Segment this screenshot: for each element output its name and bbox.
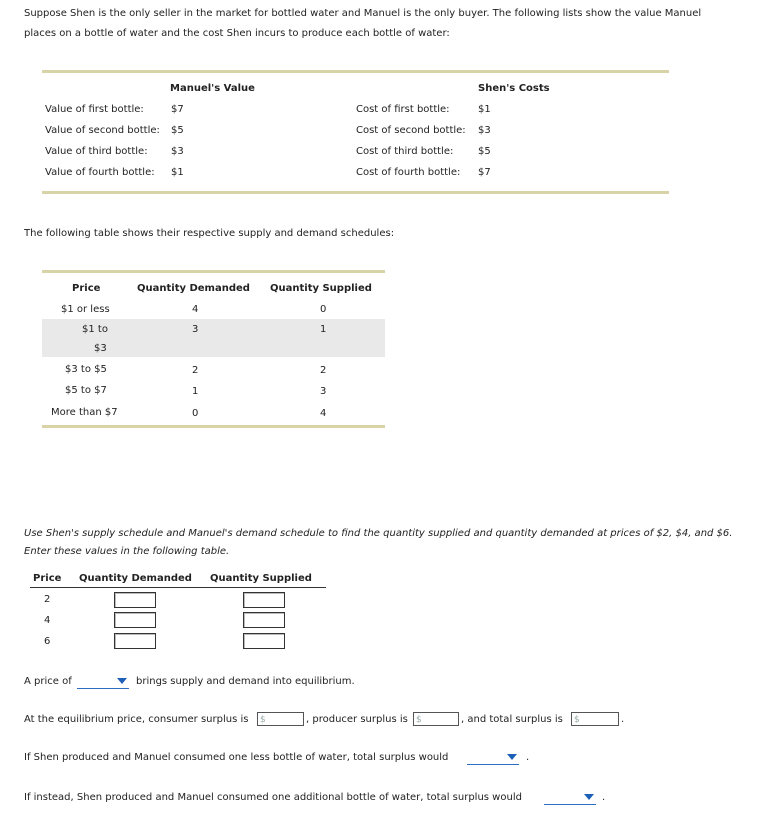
less-bottle-text: If Shen produced and Manuel consumed one less bottle of water, total surplus would	[24, 752, 449, 763]
entry-header-quantity-demanded: Quantity Demanded	[79, 573, 192, 584]
schedule-qs-cell: 2	[320, 365, 327, 376]
manuel-value-label: Value of second bottle:	[45, 125, 160, 136]
more-bottle-text: If instead, Shen produced and Manuel consumed one additional bottle of water, total surplus would	[24, 792, 522, 803]
dropdown-arrow-icon	[584, 794, 594, 800]
schedule-intro: The following table shows their respective supply and demand schedules:	[24, 228, 395, 239]
producer-surplus-input[interactable]: $	[413, 712, 459, 726]
manuel-value-amount: $1	[171, 167, 184, 178]
schedule-table-bottom-border	[42, 425, 385, 428]
qs-input-price-2[interactable]	[243, 592, 285, 608]
schedule-price-cell: $1 or less	[61, 304, 110, 315]
more-bottle-end: .	[602, 792, 606, 803]
schedule-price-cell: $1 to	[82, 324, 108, 335]
schedule-header-price: Price	[72, 283, 101, 294]
schedule-qd-cell: 3	[192, 324, 199, 335]
schedule-price-cell: $5 to $7	[65, 385, 107, 396]
shen-cost-label: Cost of third bottle:	[356, 146, 454, 157]
total-surplus-input[interactable]: $	[571, 712, 619, 726]
surplus-end: .	[621, 714, 625, 725]
values-table-top-border	[42, 70, 669, 73]
less-bottle-dropdown[interactable]	[467, 750, 519, 765]
shen-cost-amount: $5	[478, 146, 491, 157]
schedule-table-top-border	[42, 270, 385, 273]
qd-input-price-2[interactable]	[114, 592, 156, 608]
intro-line-1: Suppose Shen is the only seller in the market for bottled water and Manuel is the only buyer. The following lists show the value Manuel	[24, 8, 702, 19]
surplus-mid-2: , and total surplus is	[461, 714, 563, 725]
schedule-qd-cell: 4	[192, 304, 199, 315]
shen-cost-label: Cost of second bottle:	[356, 125, 466, 136]
manuel-value-amount: $5	[171, 125, 184, 136]
qd-input-price-6[interactable]	[114, 633, 156, 649]
equilibrium-prefix: A price of	[24, 676, 72, 687]
instruction-line-1: Use Shen's supply schedule and Manuel's demand schedule to find the quantity supplied and quantity demanded at prices of $2, $4, and $6.	[24, 528, 733, 539]
schedule-qd-cell: 2	[192, 365, 199, 376]
manuel-value-label: Value of third bottle:	[45, 146, 148, 157]
less-bottle-end: .	[526, 752, 530, 763]
values-table-bottom-border	[42, 191, 669, 194]
entry-price-cell: 6	[44, 636, 51, 647]
dropdown-arrow-icon	[117, 678, 127, 684]
shen-cost-amount: $3	[478, 125, 491, 136]
intro-line-2: places on a bottle of water and the cost Shen incurs to produce each bottle of water:	[24, 28, 450, 39]
manuel-value-amount: $7	[171, 104, 184, 115]
schedule-price-cell: $3 to $5	[65, 364, 107, 375]
qs-input-price-6[interactable]	[243, 633, 285, 649]
schedule-qd-cell: 0	[192, 408, 199, 419]
consumer-surplus-input[interactable]: $	[257, 712, 304, 726]
dropdown-arrow-icon	[507, 754, 517, 760]
qs-input-price-4[interactable]	[243, 612, 285, 628]
schedule-qs-cell: 3	[320, 386, 327, 397]
manuel-value-label: Value of first bottle:	[45, 104, 144, 115]
manuel-value-amount: $3	[171, 146, 184, 157]
entry-price-cell: 4	[44, 615, 51, 626]
shen-cost-label: Cost of fourth bottle:	[356, 167, 461, 178]
schedule-header-quantity-demanded: Quantity Demanded	[137, 283, 250, 294]
schedule-price-cell: More than $7	[51, 407, 118, 418]
shen-cost-amount: $1	[478, 104, 491, 115]
entry-header-price: Price	[33, 573, 62, 584]
instruction-line-2: Enter these values in the following table.	[24, 546, 230, 557]
entry-price-cell: 2	[44, 594, 51, 605]
surplus-prefix: At the equilibrium price, consumer surplus is	[24, 714, 249, 725]
schedule-qs-cell: 4	[320, 408, 327, 419]
more-bottle-dropdown[interactable]	[544, 790, 596, 805]
surplus-mid-1: , producer surplus is	[306, 714, 408, 725]
equilibrium-suffix: brings supply and demand into equilibrium.	[136, 676, 355, 687]
schedule-qs-cell: 1	[320, 324, 327, 335]
manuel-value-label: Value of fourth bottle:	[45, 167, 155, 178]
shen-costs-header: Shen's Costs	[478, 83, 550, 94]
schedule-price-cell: $3	[94, 343, 107, 354]
schedule-qs-cell: 0	[320, 304, 327, 315]
schedule-header-quantity-supplied: Quantity Supplied	[270, 283, 372, 294]
manuel-value-header: Manuel's Value	[170, 83, 255, 94]
shen-cost-amount: $7	[478, 167, 491, 178]
qd-input-price-4[interactable]	[114, 612, 156, 628]
schedule-qd-cell: 1	[192, 386, 199, 397]
equilibrium-price-dropdown[interactable]	[77, 674, 129, 689]
entry-header-quantity-supplied: Quantity Supplied	[210, 573, 312, 584]
entry-header-rule	[30, 587, 326, 588]
shen-cost-label: Cost of first bottle:	[356, 104, 450, 115]
